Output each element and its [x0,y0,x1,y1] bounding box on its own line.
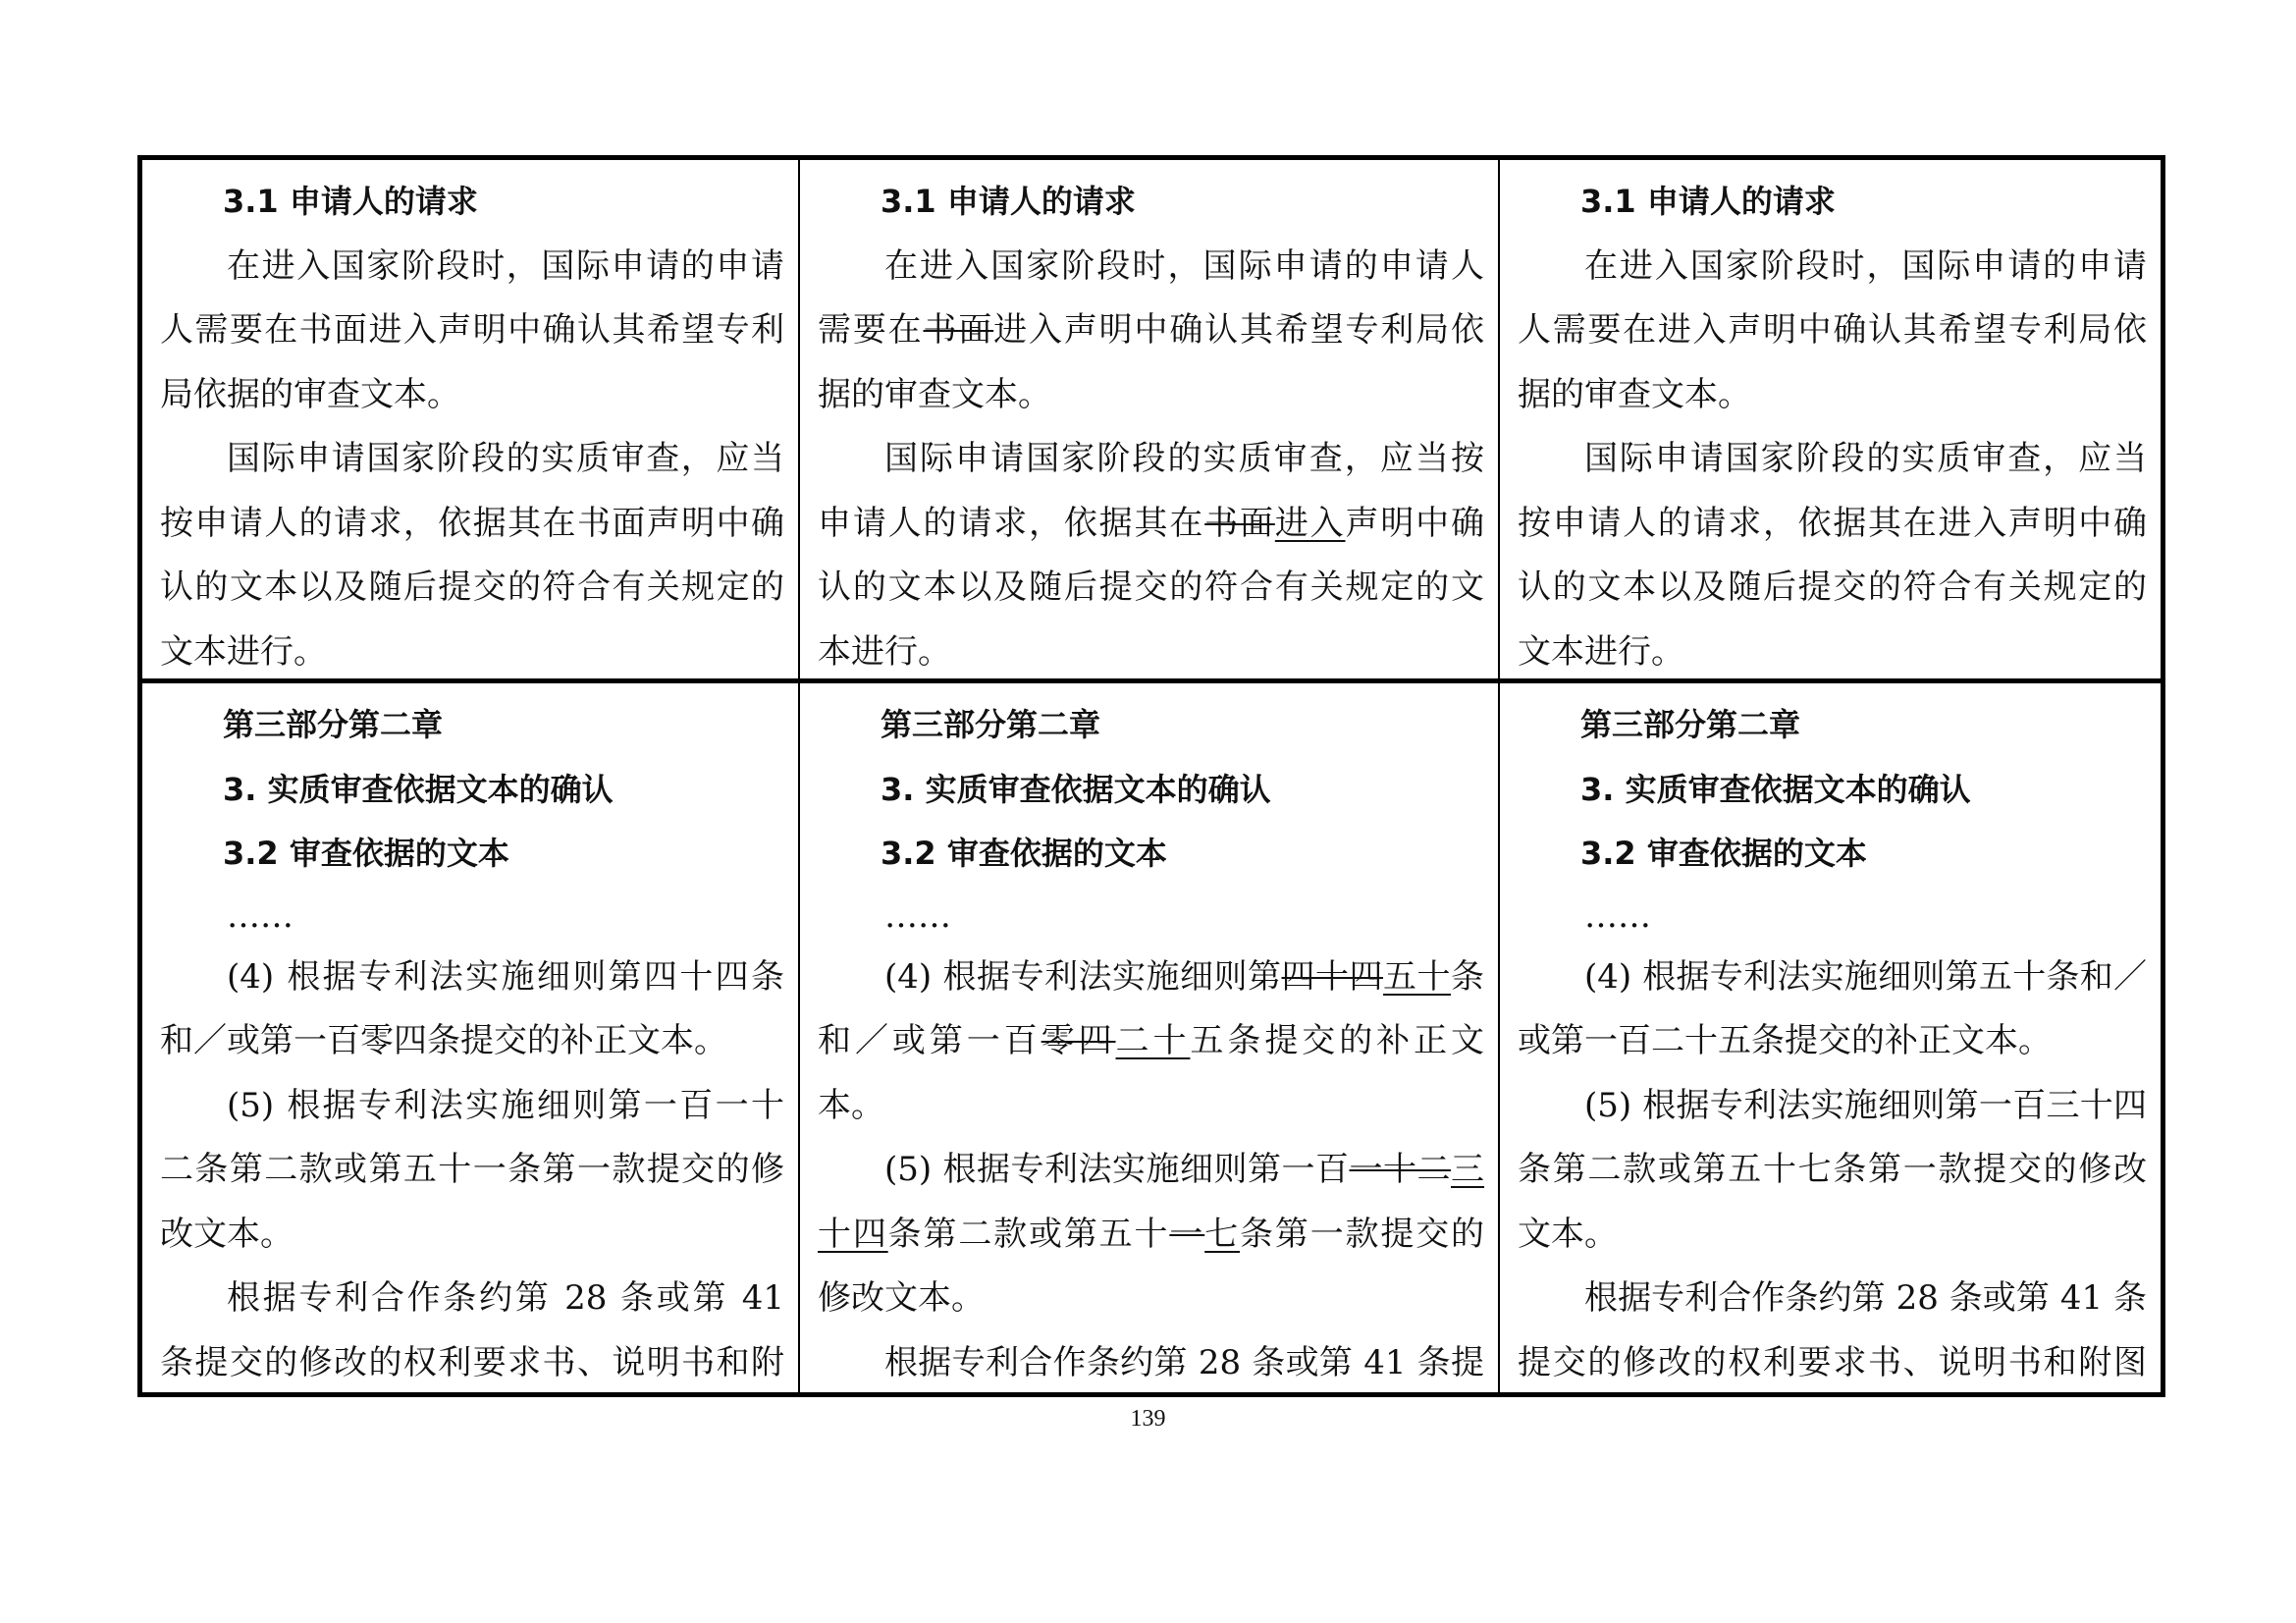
ellipsis: …… [884,895,951,936]
cell-amended-3-1 [1500,160,2161,683]
text-run: 五条提交的补正文本。 [818,1021,1485,1125]
page-number: 139 [1130,1406,1166,1432]
text-run: 国际申请国家阶段的实质审查，应当按申请人的请求，依据其在 [818,439,1484,543]
deleted-text: 一十二 [1349,1150,1452,1189]
inserted-text: 五十 [1383,956,1452,997]
part-chapter-heading: 第三部分第二章 [881,706,1101,743]
ellipsis: …… [1584,895,1651,936]
paragraph: 根据专利合作条约第 28 条或第 41 条提交的修改的权利要求书、说明书和附图 [1518,1278,2147,1382]
text-run: 在进入国家阶段时，国际申请的申请人需要在 [818,245,1484,350]
part-chapter-heading: 第三部分第二章 [223,706,444,743]
deleted-text: 书面 [1204,503,1275,543]
paragraph: 国际申请国家阶段的实质审查，应当按申请人的请求，依据其在进入声明中确认的文本以及随后提交的符合有关规定的文本进行。 [1518,439,2147,672]
cell-amended-3-2 [1500,683,2161,1392]
deleted-text: 零四 [1041,1021,1116,1060]
subsection-heading: 3.2 审查依据的文本 [881,835,1167,872]
deleted-text: 一 [1169,1214,1205,1254]
section-heading: 3. 实质审查依据文本的确认 [1580,770,1971,808]
paragraph [818,427,1484,683]
inserted-text: 二十 [1115,1021,1191,1060]
deleted-text: 书面 [923,310,994,350]
cell-revision-3-1 [800,160,1500,683]
text-run: 条和／或第一百 [818,956,1485,1060]
list-item-5 [818,1138,1484,1331]
text-run: 条第一款提交的修改文本。 [818,1214,1485,1318]
cell-revision-3-2 [800,683,1500,1392]
cell-original-3-2 [142,683,800,1392]
ellipsis: …… [227,895,294,936]
list-item-4: (4) 根据专利法实施细则第五十条和／或第一百二十五条提交的补正文本。 [1518,956,2147,1060]
part-chapter-heading: 第三部分第二章 [1580,706,1801,743]
inserted-text: 三十四 [818,1150,1485,1254]
comparison-table [137,155,2165,1397]
section-heading: 3.1 申请人的请求 [881,183,1136,220]
subsection-heading: 3.2 审查依据的文本 [223,835,509,872]
section-heading: 3.1 申请人的请求 [1580,183,1836,220]
list-item-4: (4) 根据专利法实施细则第四十四条和／或第一百零四条提交的补正文本。 [160,956,784,1060]
deleted-text: 四十四 [1281,956,1384,997]
text-run: (5) 根据专利法实施细则第一百 [884,1150,1350,1189]
list-item-5: (5) 根据专利法实施细则第一百一十二条第二款或第五十一条第一款提交的修改文本。 [160,1085,784,1254]
text-run: 条第二款或第五十 [887,1214,1170,1254]
list-item-4 [818,946,1484,1139]
text-run: 声明中确认的文本以及随后提交的符合有关规定的文本进行。 [818,503,1485,672]
text-run: 进入声明中确认其希望专利局依据的审查文本。 [818,310,1485,414]
section-heading: 3. 实质审查依据文本的确认 [223,770,614,808]
paragraph: 国际申请国家阶段的实质审查，应当按申请人的请求，依据其在书面声明中确认的文本以及随后提交的符合有关规定的文本进行。 [160,439,784,672]
paragraph: 根据专利合作条约第 28 条或第 41 条提交的修改的权利要求书、说明书和附 [160,1278,784,1382]
cell-original-3-1 [142,160,800,683]
text-run: (4) 根据专利法实施细则第 [884,956,1282,997]
subsection-heading: 3.2 审查依据的文本 [1580,835,1867,872]
section-heading: 3. 实质审查依据文本的确认 [881,770,1271,808]
paragraph: 在进入国家阶段时，国际申请的申请人需要在进入声明中确认其希望专利局依据的审查文本。 [1518,245,2147,414]
paragraph: 在进入国家阶段时，国际申请的申请人需要在书面进入声明中确认其希望专利局依据的审查文本。 [160,245,784,414]
paragraph [818,235,1484,428]
inserted-text: 进入 [1274,503,1346,543]
paragraph: 根据专利合作条约第 28 条或第 41 条提 [884,1342,1484,1382]
inserted-text: 七 [1204,1214,1241,1254]
section-heading: 3.1 申请人的请求 [223,183,478,220]
list-item-5: (5) 根据专利法实施细则第一百三十四条第二款或第五十七条第一款提交的修改文本。 [1518,1085,2147,1254]
